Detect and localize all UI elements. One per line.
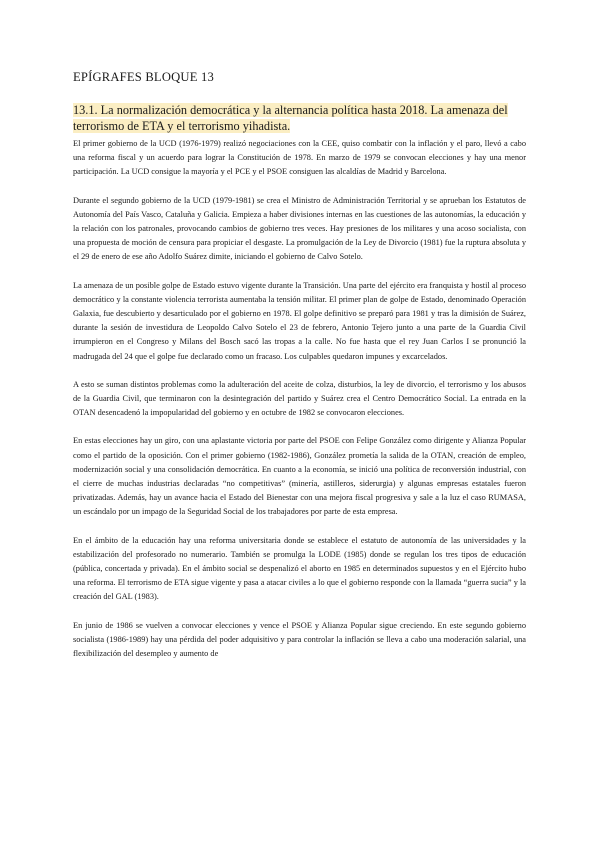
paragraph-1: El primer gobierno de la UCD (1976-1979) realizó negociaciones con la CEE, quiso combatir con la inflación y el paro, llevó a cabo una reforma fiscal y un acuerdo para lograr la Constitución de 1978. En marzo de 1979 se convocan elecciones y hay una menor participación. La UCD consigue la mayoría y el PCE y el PSOE consiguen las alcaldías de Madrid y Barcelona. [73, 139, 526, 177]
paragraph-2: Durante el segundo gobierno de la UCD (1979-1981) se crea el Ministro de Administración Territorial y se aprueban los Estatutos de Autonomía del País Vasco, Cataluña y Galicia. Empieza a haber divisiones internas en las cuestiones de las autonomías, la educación y la relación con los patronales, provocando cambios de gobierno tres veces. Hay presiones de los militares y una acoso socialista, con una propuesta de moción de censura para propiciar el desgaste. La promulgación de la Ley de Divorcio (1981) fue la ruptura absoluta y el 29 de enero de ese año Adolfo Suárez dimite, iniciando el gobierno de Calvo Sotelo. [73, 195, 526, 262]
paragraph-5: En estas elecciones hay un giro, con una aplastante victoria por parte del PSOE con Felipe González como dirigente y Alianza Popular como el partido de la oposición. Con el primer gobierno (1982-1986), González prometía la salida de la OTAN, creación de empleo, modernización social y una consolidación democrática. En cuanto a la economía, se inició una política de reconversión industrial, con el cierre de muchas industrias declaradas “no competitivas” (minería, astilleros, siderurgia) y algunas empresas estatales fueron privatizadas. Además, hay un avance hacia el Estado del Bienestar con una mejora fiscal progresiva y sale a la luz el caso RUMASA, un escándalo por un impago de la Seguridad Social de los trabajadores por parte de esta empresa. [73, 436, 526, 517]
paragraph-6: En el ámbito de la educación hay una reforma universitaria donde se establece el estatuto de autonomía de las universidades y la estabilización del profesorado no numerario. También se promulga la LODE (1985) donde se regulan los tres tipos de educación (pública, concertada y privada). En el ámbito social se despenalizó el aborto en 1985 en determinados supuestos y en el Ejército hubo una reforma. El terrorismo de ETA sigue vigente y pasa a atacar civiles a lo que el gobierno responde con la llamada “guerra sucia” y la creación del GAL (1983). [73, 535, 526, 602]
paragraph-4: A esto se suman distintos problemas como la adulteración del aceite de colza, disturbios, la ley de divorcio, el terrorismo y los abusos de la Guardia Civil, que terminaron con la desintegración del partido y Suárez crea el Centro Democrático Social. La entrada en la OTAN desencadenó la impopularidad del gobierno y en octubre de 1982 se convocaron elecciones. [73, 379, 526, 418]
paragraph-3: La amenaza de un posible golpe de Estado estuvo vigente durante la Transición. Una parte del ejército era franquista y hostil al proceso democrático y la constante violencia terrorista aumentaba la tensión militar. El primer plan de golpe de Estado, denominado Operación Galaxia, fue descubierto y desarticulado por el gobierno en 1978. El golpe definitivo se preparó para 1981 y tras la dimisión de Suárez, durante la sesión de investidura de Leopoldo Calvo Sotelo el 23 de febrero, Antonio Tejero junto a una parte de la Guardia Civil irrumpieron en el Congreso y Milans del Bosch sacó las tropas a la calle. No fue hasta que el rey Juan Carlos I se pronunció la madrugada del 24 que el golpe fue declarado como un fracaso. Los culpables quedaron impunes y excarcelados. [73, 280, 526, 361]
section-heading [73, 102, 526, 134]
section-heading-highlight: 13.1. La normalización democrática y la alternancia política hasta 2018. La amenaza del terrorismo de ETA y el terrorismo yihadista. [73, 103, 508, 133]
paragraph-7: En junio de 1986 se vuelven a convocar elecciones y vence el PSOE y Alianza Popular sigue creciendo. En este segundo gobierno socialista (1986-1989) hay una pérdida del poder adquisitivo y para controlar la inflación se lleva a cabo una moderación salarial, una flexibilización del desempleo y aumento de [73, 620, 526, 659]
page-title: EPÍGRAFES BLOQUE 13 [73, 70, 214, 84]
